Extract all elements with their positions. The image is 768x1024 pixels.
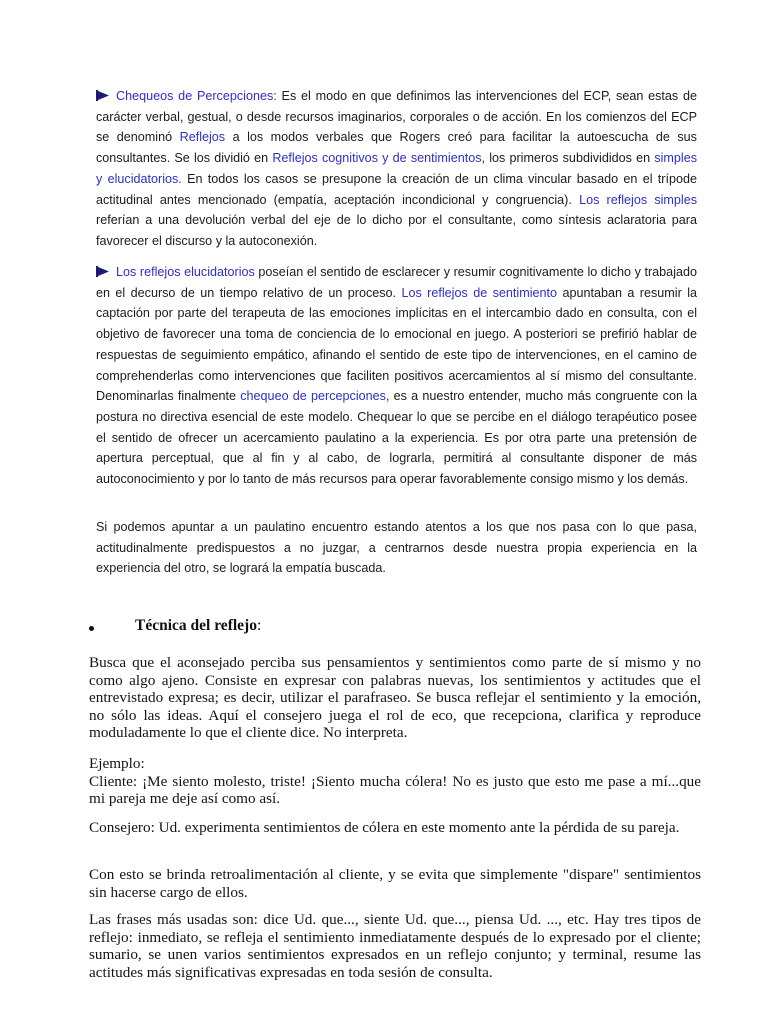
text-run: En todos los casos se presupone la creación de un clima vincular basado en el trípode actitudinal antes mencionado (empatía, aceptación incondicional y congruencia). <box>96 171 697 207</box>
paragraph-consejero: Consejero: Ud. experimenta sentimientos de cólera en este momento ante la pérdida de su pareja. <box>89 819 680 836</box>
text-run: , es a nuestro entender, mucho más congruente con la postura no directiva esencial de este modelo. Chequear lo que se percibe en el diálogo terapéutico posee el sentido de ofrecer un acercamiento paulatino a la experiencia. Es por otra parte una pretensión de apertura perceptual, que al fin y al cabo, de lograrla, permitirá al consultante disponer de más autoconocimiento y por lo tanto de más recursos para operar favorablemente consigo mismo y los demás. <box>96 389 697 487</box>
section-heading <box>135 617 261 635</box>
heading-text: Técnica del reflejo <box>135 617 257 634</box>
bullet-dot-icon <box>89 626 94 631</box>
ejemplo-label: Ejemplo: <box>89 755 145 772</box>
flag-arrow-icon <box>96 266 110 277</box>
term-simples-elucidatorios: simples y elucidatorios. <box>96 151 698 186</box>
term-chequeo-de-percepciones: chequeo de percepciones <box>240 389 386 404</box>
text-run: poseían el sentido de esclarecer y resumir cognitivamente lo dicho y trabajado en el decurso de un tiempo relativo de un proceso. <box>96 265 697 300</box>
paragraph-chequeos <box>96 86 697 252</box>
term-reflejos: Reflejos <box>179 130 226 145</box>
paragraph-definicion: Busca que el aconsejado perciba sus pensamientos y sentimientos como parte de sí mismo y no como algo ajeno. Consiste en expresar con palabras nuevas, los sentimientos y actitudes que el entrevistado expresa; es decir, utilizar el parafraseo. Se busca reflejar el sentimiento y la emoción, no sólo las ideas. Aquí el consejero juega el rol de eco, que recepciona, clarifica y reproduce moduladamente lo que el cliente dice. No interpreta. <box>89 654 701 742</box>
text-run: apuntaban a resumir la captación por parte del terapeuta de las emociones implícitas en el intercambio dado en consulta, con el objetivo de favorecer una toma de conciencia de lo emocional en juego. A posteriori se prefirió hablar de respuestas de seguimiento empático, afinando el sentido de este tipo de intervenciones, en el camino de comprehenderlas como intervenciones que faciliten positivos acercamientos al sí mismo del consultante. Denominarlas finalmente <box>96 285 697 404</box>
cliente-line: Cliente: ¡Me siento molesto, triste! ¡Siento mucha cólera! No es justo que esto me pase a mí...que mi pareja me deje así como así. <box>89 772 701 808</box>
term-chequeos-de-percepciones: Chequeos de Percepciones: <box>116 89 277 103</box>
paragraph-retroalimentacion: Con esto se brinda retroalimentación al cliente, y se evita que simplemente "dispare" sentimientos sin hacerse cargo de ellos. <box>89 866 701 901</box>
paragraph-frases: Las frases más usadas son: dice Ud. que..., siente Ud. que..., piensa Ud. ..., etc. Hay tres tipos de reflejo: inmediato, se refleja el sentimiento inmediatamente después de lo expresado por el cliente; sumario, se unen varios sentimientos expresados en un reflejo conjunto; y terminal, resume las actitudes más significativas expresadas en toda sesión de consulta. <box>89 911 701 981</box>
section-heading-row <box>89 617 701 639</box>
paragraph-reflejos-elucidatorios <box>96 262 697 490</box>
paragraph-empatia: Si podemos apuntar a un paulatino encuentro estando atentos a los que nos pasa con lo que pasa, actitudinalmente predispuestos a no juzgar, a centrarnos desde nuestra propia experiencia en la experiencia del otro, se logrará la empatía buscada. <box>96 520 697 576</box>
text-run: referían a una devolución verbal del eje de lo dicho por el consultante, como síntesis aclaratoria para favorecer el discurso y la autoconexión. <box>96 213 697 248</box>
term-reflejos-de-sentimiento: Los reflejos de sentimiento <box>401 285 558 300</box>
text-run: a los modos verbales que Rogers creó para facilitar la autoescucha de sus consultantes. Se los dividió en <box>96 130 697 166</box>
flag-arrow-icon <box>96 90 110 101</box>
text-run: Es el modo en que definimos las intervenciones del ECP, sean estas de carácter verbal, gestual, o desde recursos imaginarios, corporales o de acción. En los comienzos del ECP se denominó <box>96 89 697 145</box>
paragraph-ejemplo <box>89 755 701 808</box>
term-reflejos-cognitivos: Reflejos cognitivos y de sentimientos <box>272 151 482 166</box>
term-reflejos-elucidatorios: Los reflejos elucidatorios <box>116 265 255 279</box>
term-reflejos-simples: Los reflejos simples <box>579 192 698 207</box>
heading-colon: : <box>256 617 262 634</box>
text-run: , los primeros subdivididos en <box>481 151 655 166</box>
